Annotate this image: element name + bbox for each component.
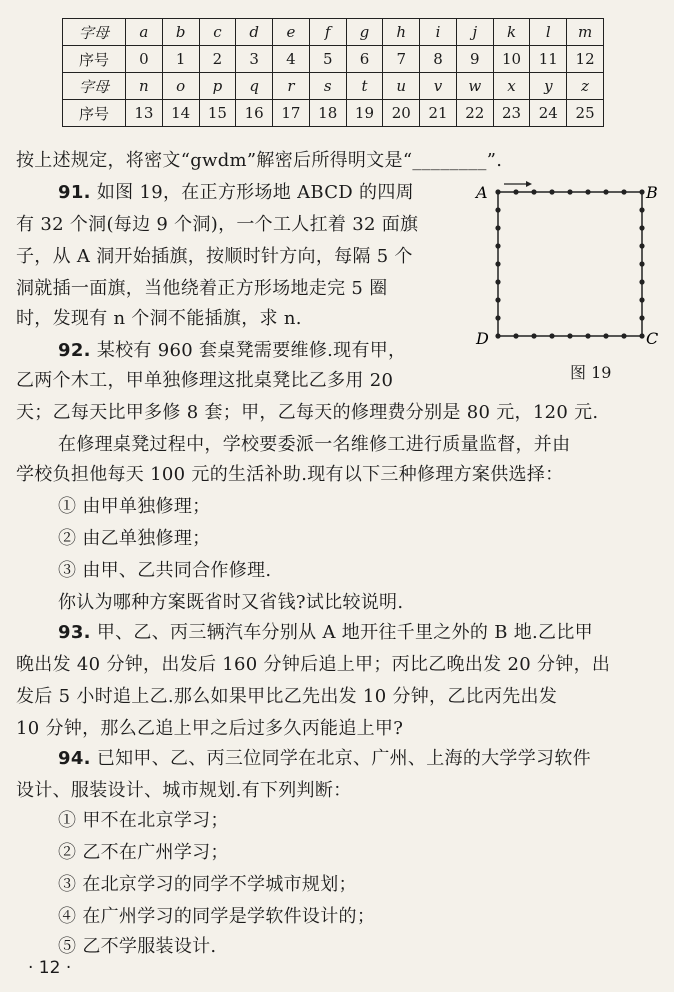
cipher-row-header: 字母	[63, 73, 126, 100]
hole-dot	[495, 315, 500, 320]
problem-94-judgement-2: ② 乙不在广州学习；	[58, 842, 229, 863]
problem-92-option-3: ③ 由甲、乙共同合作修理.	[58, 560, 272, 581]
hole-dot	[603, 189, 608, 194]
cipher-table-row	[63, 19, 604, 46]
cipher-cell: 5	[309, 46, 346, 73]
cipher-cell: u	[383, 73, 420, 100]
cipher-cell: 7	[383, 46, 420, 73]
hole-dot	[531, 333, 536, 338]
hole-dot	[621, 333, 626, 338]
cipher-cell: 25	[567, 100, 604, 127]
cipher-cell: e	[273, 19, 310, 46]
cipher-cell: 23	[493, 100, 530, 127]
cipher-cell: i	[420, 19, 457, 46]
cipher-cell: 9	[456, 46, 493, 73]
problem-93-line-2: 晚出发 40 分钟，出发后 160 分钟后追上甲；丙比乙晚出发 20 分钟，出	[16, 654, 611, 675]
cipher-table-row	[63, 100, 604, 127]
cipher-cell: 18	[309, 100, 346, 127]
cipher-cell: 2	[199, 46, 236, 73]
cipher-cell: y	[530, 73, 567, 100]
cipher-cell: w	[456, 73, 493, 100]
hole-dot	[639, 315, 644, 320]
hole-dot	[639, 189, 644, 194]
cipher-cell: 10	[493, 46, 530, 73]
cipher-cell: 17	[273, 100, 310, 127]
cipher-table-row	[63, 73, 604, 100]
problem-92-line-1: 92. 某校有 960 套桌凳需要维修.现有甲，	[58, 340, 407, 361]
problem-94-judgement-5: ⑤ 乙不学服装设计.	[58, 936, 217, 957]
hole-dot	[549, 189, 554, 194]
hole-dot	[567, 189, 572, 194]
problem-91-line-4: 洞就插一面旗，当他绕着正方形场地走完 5 圈	[16, 278, 388, 299]
cipher-cell: s	[309, 73, 346, 100]
hole-dot	[513, 189, 518, 194]
square-field	[498, 192, 642, 336]
hole-dot	[495, 189, 500, 194]
cipher-row-header: 字母	[63, 19, 126, 46]
cipher-cell: 3	[236, 46, 273, 73]
cipher-cell: l	[530, 19, 567, 46]
cipher-cell: 19	[346, 100, 383, 127]
cipher-cell: a	[126, 19, 163, 46]
vertex-label-a: A	[476, 183, 488, 202]
hole-dot	[495, 243, 500, 248]
hole-dot	[585, 333, 590, 338]
cipher-cell: 11	[530, 46, 567, 73]
hole-dot	[495, 297, 500, 302]
problem-92-line-3: 天；乙每天比甲多修 8 套；甲，乙每天的修理费分别是 80 元，120 元.	[16, 402, 599, 423]
cipher-cell: 14	[162, 100, 199, 127]
cipher-cell: 24	[530, 100, 567, 127]
cipher-table	[62, 18, 604, 127]
hole-dot	[495, 279, 500, 284]
cipher-cell: x	[493, 73, 530, 100]
cipher-cell: n	[126, 73, 163, 100]
problem-93-line-3: 发后 5 小时追上乙.那么如果甲比乙先出发 10 分钟，乙比丙先出发	[16, 686, 558, 707]
problem-94-judgement-4: ④ 在广州学习的同学是学软件设计的；	[58, 906, 376, 927]
problem-92-option-2: ② 由乙单独修理；	[58, 528, 211, 549]
cipher-cell: h	[383, 19, 420, 46]
problem-94-judgement-3: ③ 在北京学习的同学不学城市规划；	[58, 874, 357, 895]
cipher-cell: 1	[162, 46, 199, 73]
hole-dot	[621, 189, 626, 194]
vertex-label-b: B	[646, 183, 658, 202]
hole-dot	[639, 261, 644, 266]
hole-dot	[513, 333, 518, 338]
cipher-cell: 20	[383, 100, 420, 127]
problem-91-line-1: 91. 如图 19，在正方形场地 ABCD 的四周	[58, 182, 414, 203]
hole-dot	[567, 333, 572, 338]
problem-94-line-1: 94. 已知甲、乙、丙三位同学在北京、广州、上海的大学学习软件	[58, 748, 591, 769]
cipher-cell: 13	[126, 100, 163, 127]
cipher-cell: d	[236, 19, 273, 46]
hole-dot	[639, 297, 644, 302]
cipher-cell: z	[567, 73, 604, 100]
cipher-cell: q	[236, 73, 273, 100]
figure-caption: 图 19	[570, 363, 612, 382]
cipher-cell: 6	[346, 46, 383, 73]
cipher-cell: 21	[420, 100, 457, 127]
problem-93-line-4: 10 分钟，那么乙追上甲之后过多久丙能追上甲?	[16, 718, 404, 739]
problem-92-line-2: 乙两个木工，甲单独修理这批桌凳比乙多用 20	[16, 370, 394, 391]
problem-91-line-5: 时，发现有 n 个洞不能插旗，求 n.	[16, 308, 302, 329]
problem-94-line-2: 设计、服装设计、城市规划.有下列判断：	[16, 780, 352, 801]
cipher-cell: j	[456, 19, 493, 46]
cipher-cell: c	[199, 19, 236, 46]
hole-dot	[549, 333, 554, 338]
cipher-cell: 8	[420, 46, 457, 73]
square-field-figure	[470, 178, 660, 378]
hole-dot	[603, 333, 608, 338]
cipher-cell: 16	[236, 100, 273, 127]
cipher-cell: 15	[199, 100, 236, 127]
problem-91-line-3: 子，从 A 洞开始插旗，按顺时针方向，每隔 5 个	[16, 246, 413, 267]
cipher-cell: 12	[567, 46, 604, 73]
cipher-cell: f	[309, 19, 346, 46]
problem-92-question: 你认为哪种方案既省时又省钱?试比较说明.	[58, 592, 404, 613]
hole-dot	[495, 225, 500, 230]
hole-dot	[639, 243, 644, 248]
hole-dot	[639, 279, 644, 284]
hole-dot	[639, 225, 644, 230]
problem-92-option-1: ① 由甲单独修理；	[58, 496, 211, 517]
cipher-cell: o	[162, 73, 199, 100]
problem-94-number: 94.	[58, 748, 91, 769]
hole-dot	[531, 189, 536, 194]
cipher-cell: v	[420, 73, 457, 100]
vertex-label-d: D	[476, 329, 489, 348]
cipher-cell: b	[162, 19, 199, 46]
holes-group	[495, 189, 644, 338]
problem-92-number: 92.	[58, 340, 91, 361]
cipher-cell: m	[567, 19, 604, 46]
cipher-cell: t	[346, 73, 383, 100]
cipher-row-header: 序号	[63, 100, 126, 127]
problem-91-line-2: 有 32 个洞(每边 9 个洞)，一个工人扛着 32 面旗	[16, 214, 419, 235]
vertex-label-c: C	[646, 329, 659, 348]
cipher-cell: k	[493, 19, 530, 46]
hole-dot	[639, 207, 644, 212]
problem-94-judgement-1: ① 甲不在北京学习；	[58, 810, 229, 831]
cipher-cell: 0	[126, 46, 163, 73]
hole-dot	[495, 333, 500, 338]
arrowhead-icon	[526, 181, 532, 187]
problem-92-line-4: 在修理桌凳过程中，学校要委派一名维修工进行质量监督，并由	[58, 434, 571, 455]
problem-92-line-5: 学校负担他每天 100 元的生活补助.现有以下三种修理方案供选择：	[16, 464, 564, 485]
cipher-cell: r	[273, 73, 310, 100]
answer-line: 按上述规定，将密文“gwdm”解密后所得明文是“________”.	[16, 150, 503, 171]
problem-91-number: 91.	[58, 182, 91, 203]
cipher-cell: p	[199, 73, 236, 100]
problem-93-line-1: 93. 甲、乙、丙三辆汽车分别从 A 地开往千里之外的 B 地.乙比甲	[58, 622, 593, 643]
cipher-cell: 22	[456, 100, 493, 127]
hole-dot	[585, 189, 590, 194]
page-number: · 12 ·	[28, 958, 72, 978]
hole-dot	[495, 207, 500, 212]
hole-dot	[639, 333, 644, 338]
hole-dot	[495, 261, 500, 266]
problem-93-number: 93.	[58, 622, 91, 643]
cipher-row-header: 序号	[63, 46, 126, 73]
cipher-cell: 4	[273, 46, 310, 73]
cipher-table-row	[63, 46, 604, 73]
cipher-cell: g	[346, 19, 383, 46]
